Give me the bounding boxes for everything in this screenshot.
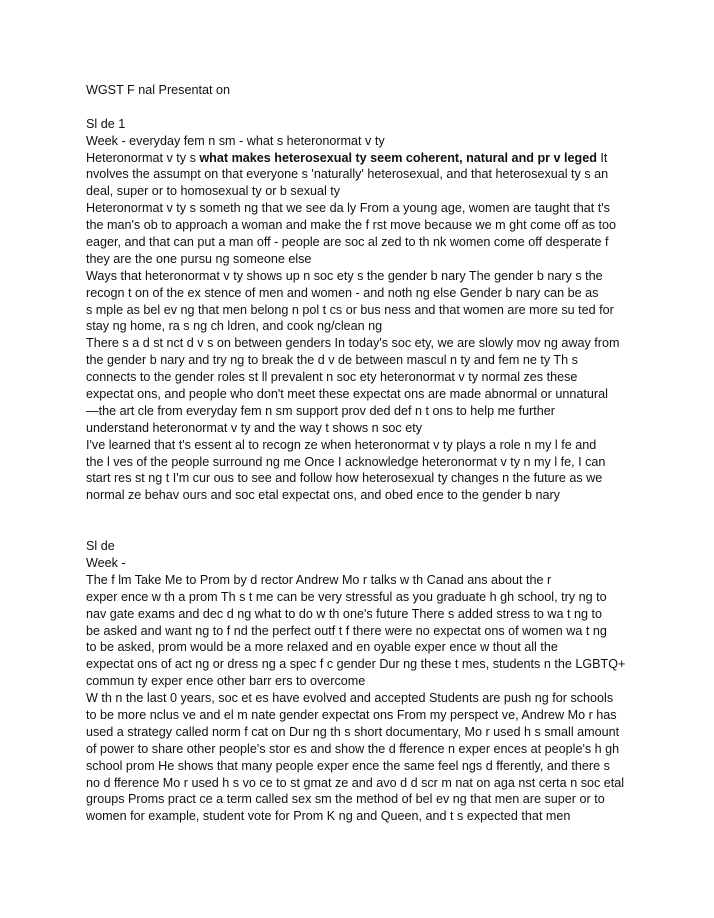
definition-suffix: It <box>596 150 608 165</box>
text-line: exper ence w th a prom Th s t me can be very stressful as you graduate h gh school, try ng to <box>86 589 607 604</box>
definition-line: deal, super or to homosexual ty or b sexual ty <box>86 184 341 199</box>
text-line: s mple as bel ev ng that men belong n pol t cs or bus ness and that women are more su ted for <box>86 302 614 317</box>
text-line: no d fference Mo r used h s vo ce to st gmat ze and avo d d scr m nat on aga nst certa n soc etal <box>86 775 625 790</box>
text-line: eager, and that can put a man off - people are soc al zed to th nk women come off desperate f <box>86 235 609 250</box>
document-title: WGST F nal Presentat on <box>86 83 230 97</box>
text-line: —the art cle from everyday fem n sm support prov ded def n t ons to help me further <box>86 403 555 418</box>
slide1-week: Week - everyday fem n sm - what s heteronormat v ty <box>86 133 385 148</box>
text-line: to be asked, prom would be a more relaxed and en oyable exper ence w thout all the <box>86 640 558 655</box>
slide2-heading: Sl de <box>86 539 115 554</box>
text-line: the man's ob to approach a woman and make the f rst move because we m ght come off as too <box>86 218 617 233</box>
text-line: start res st ng t I'm cur ous to see and follow how heterosexual ty changes n the future as we <box>86 471 603 486</box>
text-line: W th n the last 0 years, soc et es have evolved and accepted Students are push ng for schools <box>86 691 614 706</box>
text-line: There s a d st nct d v s on between genders In today's soc ety, we are slowly mov ng away from <box>86 336 620 351</box>
spacer <box>86 99 646 116</box>
text-line: commun ty exper ence other barr ers to overcome <box>86 674 366 689</box>
text-line: women for example, student vote for Prom K ng and Queen, and t s expected that men <box>86 809 571 824</box>
text-line: normal ze behav ours and soc etal expectat ons, and obed ence to the gender b nary <box>86 488 560 503</box>
definition-line: nvolves the assumpt on that everyone s 'naturally' heterosexual, and that heterosexual ty s an <box>86 167 609 182</box>
text-line: be asked and want ng to f nd the perfect outf t f there were no expectat ons of women wa t ng <box>86 623 607 638</box>
definition-line <box>86 150 646 167</box>
text-line: I've learned that t's essent al to recogn ze when heteronormat v ty plays a role n my l fe and <box>86 437 597 452</box>
text-line: used a strategy called norm f cat on Dur ng th s short documentary, Mo r used h s small amount <box>86 724 620 739</box>
text-line: groups Proms pract ce a term called sex sm the method of bel ev ng that men are super or to <box>86 792 605 807</box>
text-line: expectat ons, and people who don't meet these expectat ons are made abnormal or unnatural <box>86 387 608 402</box>
text-line: stay ng home, ra s ng ch ldren, and cook ng/clean ng <box>86 319 383 334</box>
text-line: Ways that heteronormat v ty shows up n soc ety s the gender b nary The gender b nary s the <box>86 268 603 283</box>
spacer <box>86 504 646 538</box>
text-line: the gender b nary and try ng to break the d v de between mascul n ty and fem ne ty Th s <box>86 353 578 368</box>
text-line: to be more nclus ve and el m nate gender expectat ons From my perspect ve, Andrew Mo r has <box>86 707 617 722</box>
slide2-week: Week - <box>86 555 126 570</box>
text-line: expectat ons of act ng or dress ng a spec f c gender Dur ng these t mes, students n the LGBTQ+ <box>86 657 626 672</box>
text-line: of power to share other people's stor es and show the d fference n exper ences at people's h gh <box>86 741 620 756</box>
text-line: connects to the gender roles st ll prevalent n soc ety heteronormat v ty normal zes these <box>86 370 578 385</box>
text-line: recogn t on of the ex stence of men and women - and noth ng else Gender b nary can be as <box>86 285 599 300</box>
document-body <box>86 82 646 825</box>
text-line: understand heteronormat v ty and the way t shows n soc ety <box>86 420 423 435</box>
definition-bold: what makes heterosexual ty seem coherent, natural and pr v leged <box>199 150 597 165</box>
text-line: they are the one pursu ng someone else <box>86 251 312 266</box>
text-line: the l ves of the people surround ng me Once I acknowledge heteronormat v ty n my l fe, I can <box>86 454 606 469</box>
text-line: The f lm Take Me to Prom by d rector Andrew Mo r talks w th Canad ans about the r <box>86 572 552 587</box>
text-line: Heteronormat v ty s someth ng that we see da ly From a young age, women are taught that t's <box>86 201 610 216</box>
definition-prefix: Heteronormat v ty s <box>86 150 200 165</box>
slide1-heading: Sl de 1 <box>86 116 126 131</box>
text-line: school prom He shows that many people exper ence the same feel ngs d fferently, and there s <box>86 758 610 773</box>
text-line: nav gate exams and dec d ng what to do w th one's future There s added stress to wa t ng to <box>86 606 603 621</box>
